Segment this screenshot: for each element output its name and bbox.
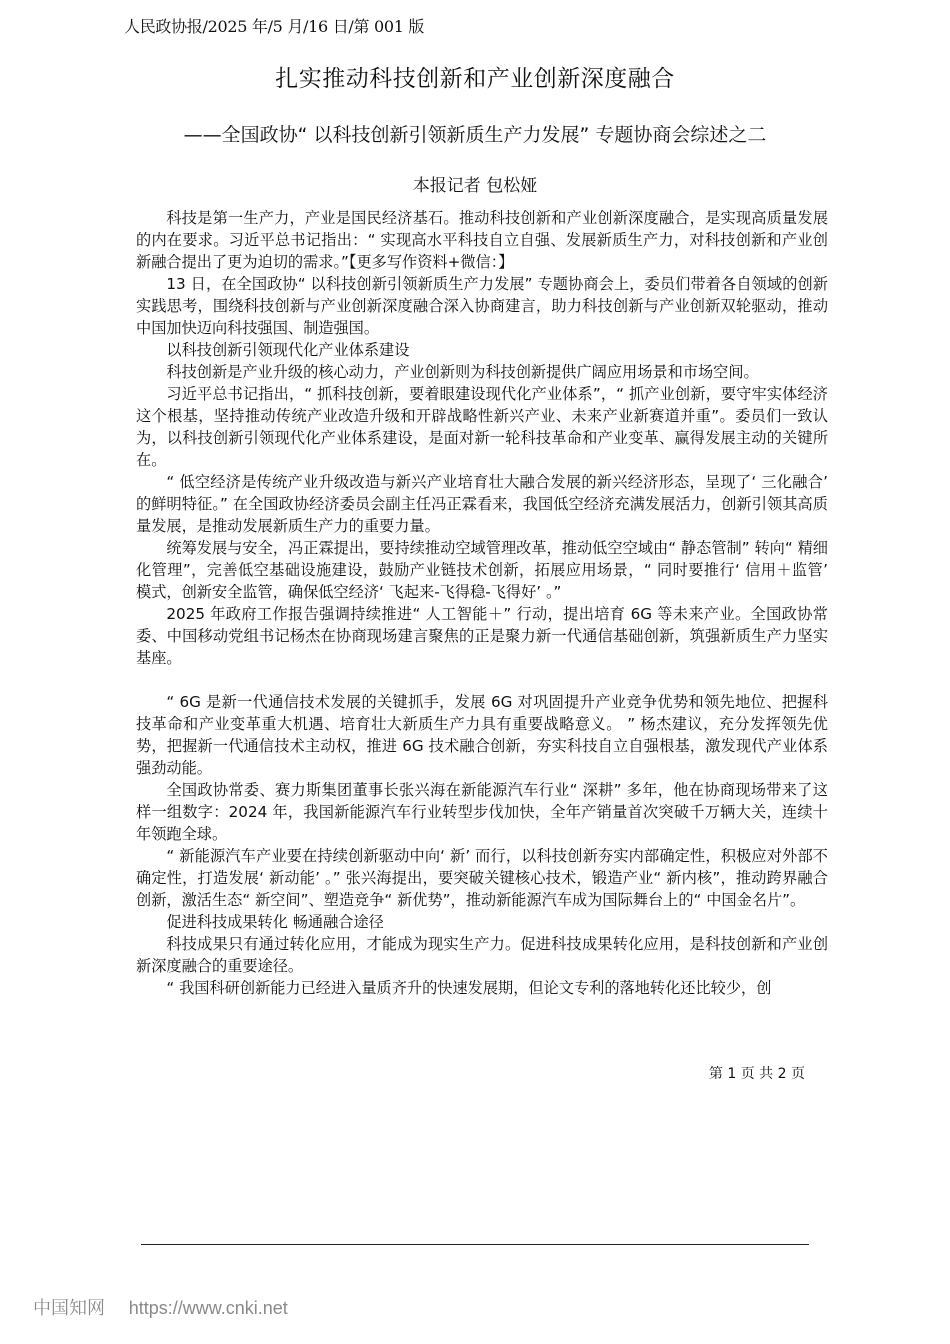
paragraph: “ 我国科研创新能力已经进入量质齐升的快速发展期，但论文专利的落地转化还比较少，创 [166, 979, 772, 997]
section-heading: 以科技创新引领现代化产业体系建设 [166, 341, 410, 359]
watermark [33, 1294, 288, 1320]
blank-line [136, 669, 828, 691]
watermark-logo-text: 中国知网 [33, 1298, 105, 1319]
page-number: 第 1 页 共 2 页 [708, 1066, 805, 1082]
article-subtitle: ——全国政协“ 以科技创新引领新质生产力发展” 专题协商会综述之二 [183, 124, 767, 146]
paragraph: “ 6G 是新一代通信技术发展的关键抓手，发展 6G 对巩固提升产业竞争优势和领先地位、把握科技革命和产业变革重大机遇、培育壮大新质生产力具有重要战略意义。 ” 杨杰建议，充分发挥领先优势，把握新一代通信技术主动权，推进 6G 技术融合创新，夯实科技自立自强根基，激发现代产业体系强劲动能。 [136, 693, 828, 777]
paragraph: 统筹发展与安全，冯正霖提出，要持续推动空域管理改革，推动低空空域由“ 静态管制” 转向“ 精细化管理”，完善低空基础设施建设，鼓励产业链技术创新，拓展应用场景，“ 同时要推行‘ 信用＋监管’ 模式，创新安全监管，确保低空经济‘ 飞起来-飞得稳-飞得好’ 。” [136, 539, 828, 601]
paragraph: 2025 年政府工作报告强调持续推进“ 人工智能＋” 行动，提出培育 6G 等未来产业。全国政协常委、中国移动党组书记杨杰在协商现场建言聚焦的正是聚力新一代通信基础创新，筑强新质生产力坚实基座。 [136, 605, 828, 667]
paragraph: 科技成果只有通过转化应用，才能成为现实生产力。促进科技成果转化应用，是科技创新和产业创新深度融合的重要途径。 [136, 935, 828, 975]
article-body [136, 207, 828, 999]
watermark-url[interactable]: https://www.cnki.net [128, 1298, 288, 1318]
paragraph: 科技创新是产业升级的核心动力，产业创新则为科技创新提供广阔应用场景和市场空间。 [166, 363, 759, 381]
article-title: 扎实推动科技创新和产业创新深度融合 [275, 66, 675, 92]
paragraph: 习近平总书记指出，“ 抓科技创新，要着眼建设现代化产业体系”，“ 抓产业创新，要守牢实体经济这个根基，坚持推动传统产业改造升级和开辟战略性新兴产业、未来产业新赛道并重”。委员们一致认为，以科技创新引领现代化产业体系建设，是面对新一轮科技革命和产业变革、赢得发展主动的关键所在。 [136, 385, 828, 469]
paragraph: “ 低空经济是传统产业升级改造与新兴产业培育壮大融合发展的新兴经济形态，呈现了‘ 三化融合’ 的鲜明特征。” 在全国政协经济委员会副主任冯正霖看来，我国低空经济充满发展活力，创新引领其高质量发展，是推动发展新质生产力的重要力量。 [136, 473, 828, 535]
paragraph: 13 日，在全国政协“ 以科技创新引领新质生产力发展” 专题协商会上，委员们带着各自领域的创新实践思考，围绕科技创新与产业创新深度融合深入协商建言，助力科技创新与产业创新双轮驱动，推动中国加快迈向科技强国、制造强国。 [136, 275, 828, 337]
paragraph: 全国政协常委、赛力斯集团董事长张兴海在新能源汽车行业“ 深耕” 多年，他在协商现场带来了这样一组数字：2024 年，我国新能源汽车行业转型步伐加快，全年产销量首次突破千万辆大关，连续十年领跑全球。 [136, 781, 828, 843]
publication-header: 人民政协报/2025 年/5 月/16 日/第 001 版 [124, 17, 425, 36]
paragraph: 科技是第一生产力，产业是国民经济基石。推动科技创新和产业创新深度融合，是实现高质量发展的内在要求。习近平总书记指出：“ 实现高水平科技自立自强、发展新质生产力，对科技创新和产业创新融合提出了更为迫切的需求。”【更多写作资料+微信：】 [136, 209, 828, 271]
footer-divider [141, 1244, 809, 1245]
article-byline: 本报记者 包松娅 [412, 176, 538, 196]
paragraph: “ 新能源汽车产业要在持续创新驱动中向‘ 新’ 而行，以科技创新夯实内部确定性，积极应对外部不确定性，打造发展‘ 新动能’ 。” 张兴海提出，要突破关键核心技术，锻造产业“ 新内核”，推动跨界融合创新，激活生态“ 新空间”、塑造竞争“ 新优势”，推动新能源汽车成为国际舞台上的“ 中国金名片”。 [136, 847, 828, 909]
section-heading: 促进科技成果转化 畅通融合途径 [166, 913, 384, 931]
